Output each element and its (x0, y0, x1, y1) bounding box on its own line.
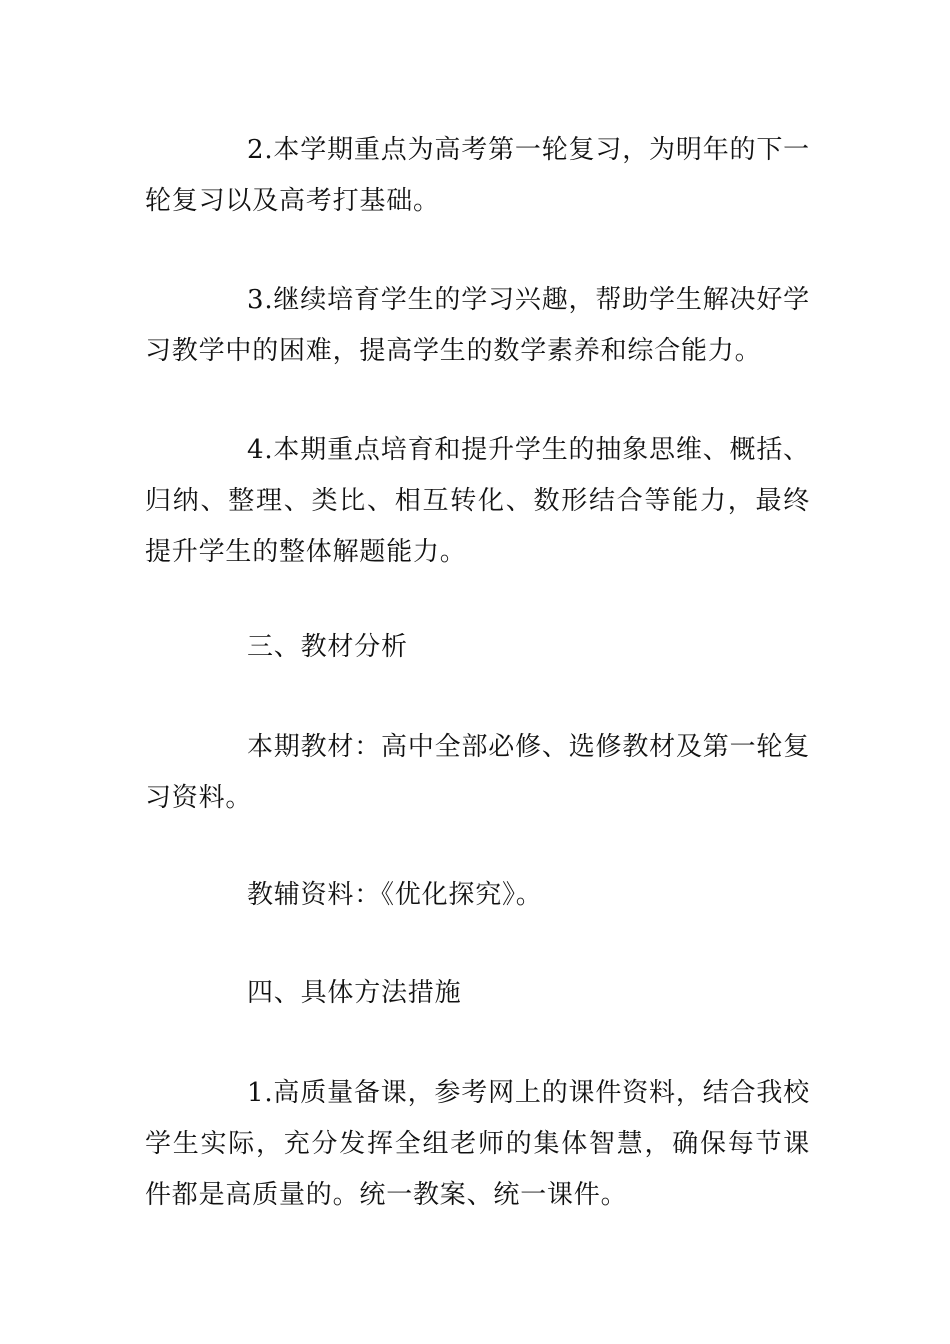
paragraph-goal-3: 3.继续培育学生的学习兴趣，帮助学生解决好学习教学中的困难，提高学生的数学素养和综合能力。 (145, 285, 810, 366)
section-heading-methods: 四、具体方法措施 (247, 978, 462, 1008)
paragraph-goal-2: 2.本学期重点为高考第一轮复习，为明年的下一轮复习以及高考打基础。 (145, 135, 810, 216)
section-heading-textbook-analysis: 三、教材分析 (247, 632, 408, 662)
paragraph-goal-4: 4.本期重点培育和提升学生的抽象思维、概括、归纳、整理、类比、相互转化、数形结合等能力，最终提升学生的整体解题能力。 (145, 435, 810, 567)
paragraph-method-1: 1.高质量备课，参考网上的课件资料，结合我校学生实际，充分发挥全组老师的集体智慧，确保每节课件都是高质量的。统一教案、统一课件。 (145, 1078, 810, 1210)
paragraph-textbooks: 本期教材：高中全部必修、选修教材及第一轮复习资料。 (145, 732, 810, 813)
paragraph-reference-materials: 教辅资料：《优化探究》。 (247, 880, 543, 910)
